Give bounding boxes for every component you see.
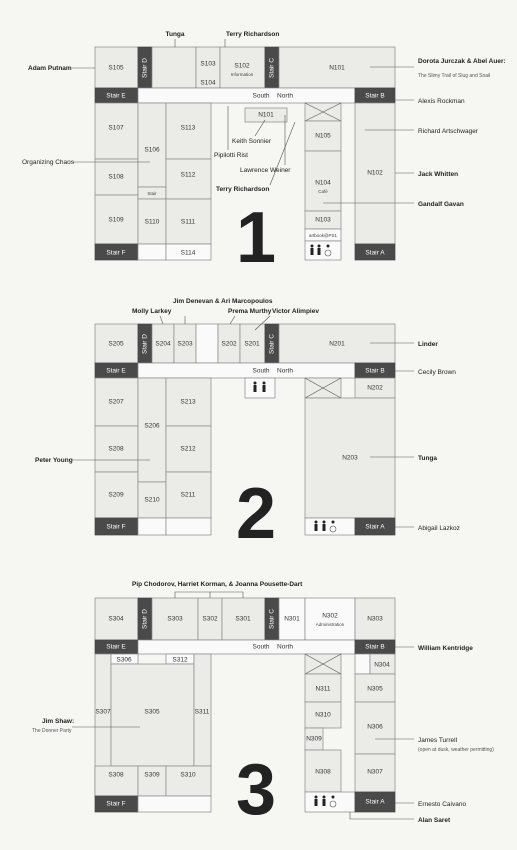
room-label: S204	[155, 340, 171, 348]
room-label: N303	[367, 615, 383, 623]
room-label: S309	[144, 771, 160, 779]
room-sublabel: artbook@PS1	[308, 233, 338, 238]
artist-label: Pipilotti Rist	[214, 152, 248, 159]
room-label: N311	[315, 685, 331, 693]
hallway-1	[138, 88, 355, 103]
room-label: S113	[180, 124, 196, 132]
room-label: S213	[180, 398, 196, 406]
stair-label: Stair D	[141, 58, 149, 78]
room-label: N304	[374, 661, 390, 669]
room-label: S311	[194, 708, 210, 716]
artist-label: Linder	[418, 341, 438, 348]
room-s310[interactable]	[166, 766, 211, 796]
artist-label: Alan Saret	[418, 817, 451, 824]
room-label: S212	[180, 445, 196, 453]
stair-label: Stair E	[106, 92, 126, 100]
stair-label: Stair B	[365, 92, 385, 100]
hall-2-bottom	[138, 518, 166, 535]
wing-label: South	[252, 367, 270, 375]
room-label: N103	[315, 216, 331, 224]
artist-label: Cecily Brown	[418, 369, 456, 376]
hallway-3	[138, 640, 355, 654]
restrooms-2[interactable]	[245, 378, 275, 398]
room-label: S312	[172, 656, 188, 664]
floor-number: 2	[235, 474, 277, 554]
hall-2-top	[196, 324, 218, 363]
stair-label: Stair A	[365, 249, 385, 257]
stair-label: Stair D	[141, 334, 149, 354]
room-label: N105	[315, 132, 331, 140]
artist-label: Terry Richardson	[216, 186, 270, 193]
restrooms-2b[interactable]	[305, 518, 355, 535]
room-label: S205	[108, 340, 124, 348]
artist-label: Abigail Lazkoz	[418, 525, 460, 532]
hallway-2	[138, 363, 355, 378]
hall-3-n	[355, 654, 370, 674]
artist-label: Pip Chodorov, Harriet Korman, & Joanna Pousette-Dart	[132, 581, 303, 588]
artist-label: Ernesto Caivano	[418, 801, 467, 808]
wing-label: North	[277, 367, 293, 375]
artist-label: James Turrell	[418, 737, 458, 744]
room-label: N101	[258, 111, 274, 119]
stair-label: Stair C	[268, 334, 276, 354]
room-sublabel: Stair	[147, 191, 157, 196]
room-label: N301	[284, 615, 300, 623]
room-label: S110	[144, 218, 160, 226]
room-s309[interactable]	[138, 766, 166, 796]
room-label: S103	[200, 60, 216, 68]
room-label: S112	[180, 171, 196, 179]
room-sublabel: Café	[318, 189, 328, 194]
room-label: S203	[177, 340, 193, 348]
artist-label: Richard Artschwager	[418, 128, 478, 135]
artist-label: Jim Denevan & Ari Marcopoulos	[173, 298, 273, 305]
artist-label: Keith Sonnier	[232, 138, 272, 145]
room-label: N309	[306, 735, 322, 743]
stair-label: Stair D	[141, 609, 149, 629]
restrooms-1[interactable]	[305, 241, 341, 260]
room-label: S104	[200, 79, 216, 87]
room-label: S210	[144, 496, 160, 504]
stair-label: Stair C	[268, 58, 276, 78]
artist-label: Adam Putnam	[28, 65, 72, 72]
room-label: S102	[234, 62, 250, 70]
artist-label: William Kentridge	[418, 645, 473, 652]
room-label: S114	[180, 249, 196, 257]
floor-2-plan	[35, 298, 460, 554]
artist-label: Prema Murthy	[228, 308, 272, 315]
stair-label: Stair E	[106, 367, 126, 375]
room-label: N307	[367, 768, 383, 776]
room-label: S207	[108, 398, 124, 406]
artist-label: Tunga	[165, 31, 185, 38]
stair-label: Stair F	[106, 800, 126, 808]
floor-number: 3	[235, 750, 277, 830]
artist-label: Lawrence Weiner	[240, 167, 291, 174]
stair-label: Stair B	[365, 643, 385, 651]
room-label: N302	[322, 612, 338, 620]
floor-1-plan	[22, 31, 506, 278]
room-label: N305	[367, 685, 383, 693]
artist-label: Molly Larkey	[132, 308, 172, 315]
room-label: N102	[367, 169, 383, 177]
room-label: S111	[180, 218, 196, 226]
room-label: S209	[108, 491, 124, 499]
artist-label: Organizing Chaos	[22, 159, 75, 166]
room-label: N201	[329, 340, 345, 348]
room-label: S307	[95, 708, 111, 716]
room-label: S201	[244, 340, 260, 348]
restrooms-3[interactable]	[305, 792, 355, 812]
artist-label: Tunga	[418, 455, 438, 462]
room-label: S301	[235, 615, 251, 623]
room-label: S206	[144, 422, 160, 430]
artist-label: The Slimy Trail of Slug and Snail	[418, 73, 491, 79]
room-label: S306	[116, 656, 132, 664]
room-s112[interactable]	[166, 159, 211, 199]
room-label: S303	[167, 615, 183, 623]
room-label: N308	[315, 768, 331, 776]
floor-3-plan	[32, 581, 494, 830]
stair-label: Stair A	[365, 798, 385, 806]
room-label: S308	[108, 771, 124, 779]
artist-label: Jack Whitten	[418, 171, 459, 178]
stair-label: Stair B	[365, 367, 385, 375]
stair-label: Stair E	[106, 643, 126, 651]
room-label: S107	[108, 124, 124, 132]
hall-1-bottom	[138, 244, 166, 260]
stair-label: Stair F	[106, 523, 126, 531]
room-sublabel: Information	[230, 72, 254, 77]
room-label: N202	[367, 384, 383, 392]
artist-label: The Donner Party	[32, 728, 72, 734]
room-tunga-1[interactable]	[152, 47, 196, 88]
artist-label: Jim Shaw:	[42, 718, 75, 725]
room-label: N306	[367, 723, 383, 731]
room-label: S302	[202, 615, 218, 623]
room-label: S108	[108, 173, 124, 181]
wing-label: South	[252, 92, 270, 100]
stair-label: Stair F	[106, 249, 126, 257]
artist-label: (open at dusk, weather permitting)	[418, 747, 494, 753]
hall-2-bottom-b	[166, 518, 211, 535]
artist-label: Victor Alimpiev	[272, 308, 319, 315]
room-s308[interactable]	[95, 766, 138, 796]
wing-label: North	[277, 643, 293, 651]
hall-3-bottom	[138, 796, 211, 812]
room-label: N310	[315, 711, 331, 719]
room-label: N104	[315, 179, 331, 187]
room-label: N101	[329, 64, 345, 72]
room-label: S310	[180, 771, 196, 779]
stair-label: Stair A	[365, 523, 385, 531]
room-label: S208	[108, 445, 124, 453]
room-sublabel: Administration	[315, 622, 345, 627]
artist-label: Terry Richardson	[226, 31, 280, 38]
wing-label: North	[277, 92, 293, 100]
room-label: S305	[144, 708, 160, 716]
artist-label: Dorota Jurczak & Abel Auer:	[418, 58, 506, 65]
room-label: S105	[108, 64, 124, 72]
room-label: N203	[342, 454, 358, 462]
room-label: S106	[144, 146, 160, 154]
room-s106[interactable]	[138, 103, 166, 187]
floor-number: 1	[235, 198, 277, 278]
room-label: S202	[221, 340, 237, 348]
stair-label: Stair C	[268, 609, 276, 629]
room-label: S109	[108, 216, 124, 224]
room-label: S304	[108, 615, 124, 623]
artist-label: Alexis Rockman	[418, 98, 465, 105]
artist-label: Peter Young	[35, 457, 73, 464]
room-label: S211	[180, 491, 196, 499]
room-s206[interactable]	[138, 378, 166, 482]
wing-label: South	[252, 643, 270, 651]
artist-label: Gandalf Gavan	[418, 201, 464, 208]
